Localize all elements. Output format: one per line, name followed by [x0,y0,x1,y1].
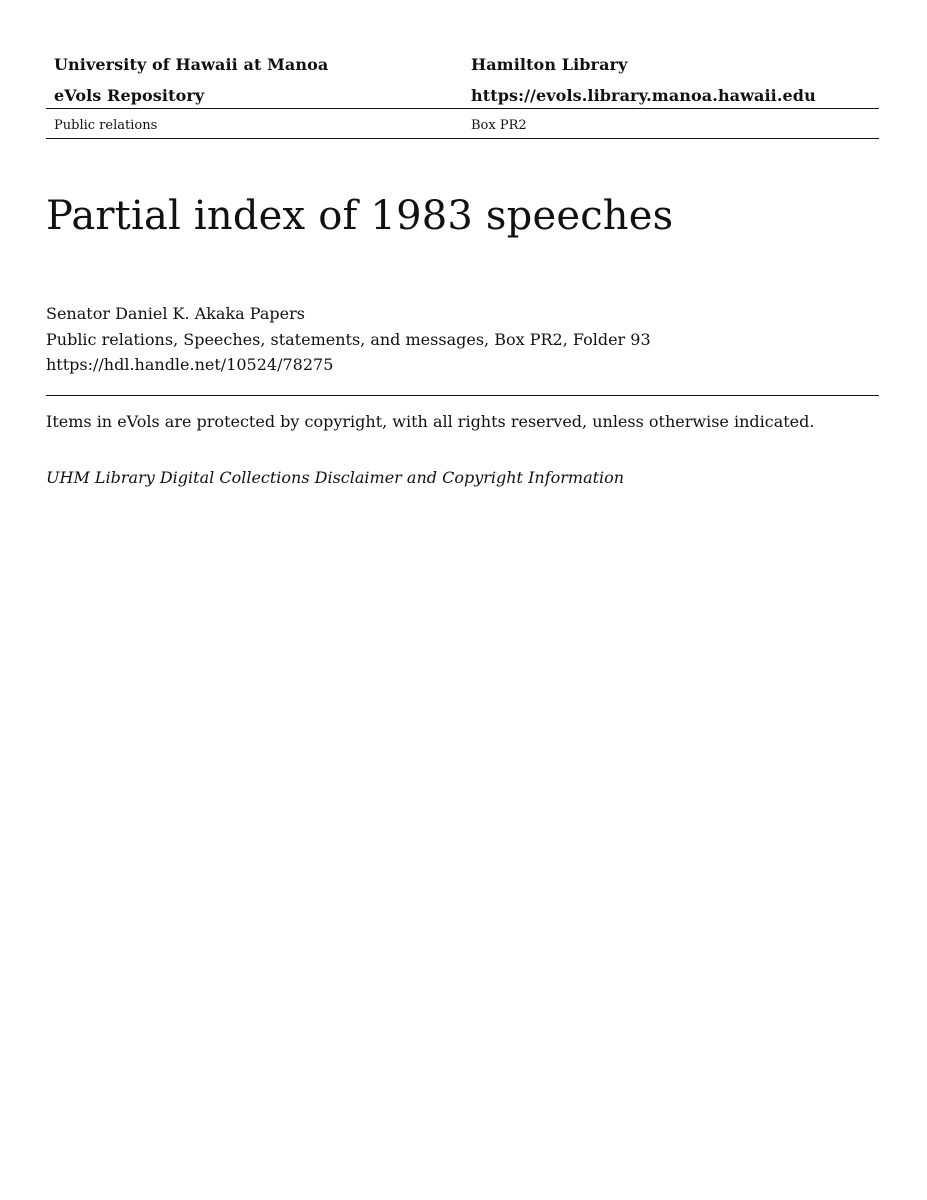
library-name: Hamilton Library [471,55,628,74]
header-row-2 [46,83,879,109]
header-row-3 [46,109,879,139]
header-row-1 [46,52,879,83]
box-label: Box PR2 [471,118,527,133]
disclaimer-link[interactable]: UHM Library Digital Collections Disclaimer and Copyright Information [46,468,625,487]
repository-url[interactable]: https://evols.library.manoa.hawaii.edu [471,86,816,105]
series-label: Public relations [54,118,158,133]
divider [46,395,879,396]
rights-statement: Items in eVols are protected by copyright, with all rights reserved, unless otherwise indicated. [46,412,815,431]
repository-name: eVols Repository [54,86,205,105]
institution-name: University of Hawaii at Manoa [54,55,329,74]
folder-location: Public relations, Speeches, statements, and messages, Box PR2, Folder 93 [46,329,651,349]
document-metadata [46,301,651,378]
handle-link[interactable]: https://hdl.handle.net/10524/78275 [46,355,334,375]
header-table [46,52,879,139]
document-title: Partial index of 1983 speeches [46,193,674,239]
collection-name: Senator Daniel K. Akaka Papers [46,304,305,323]
